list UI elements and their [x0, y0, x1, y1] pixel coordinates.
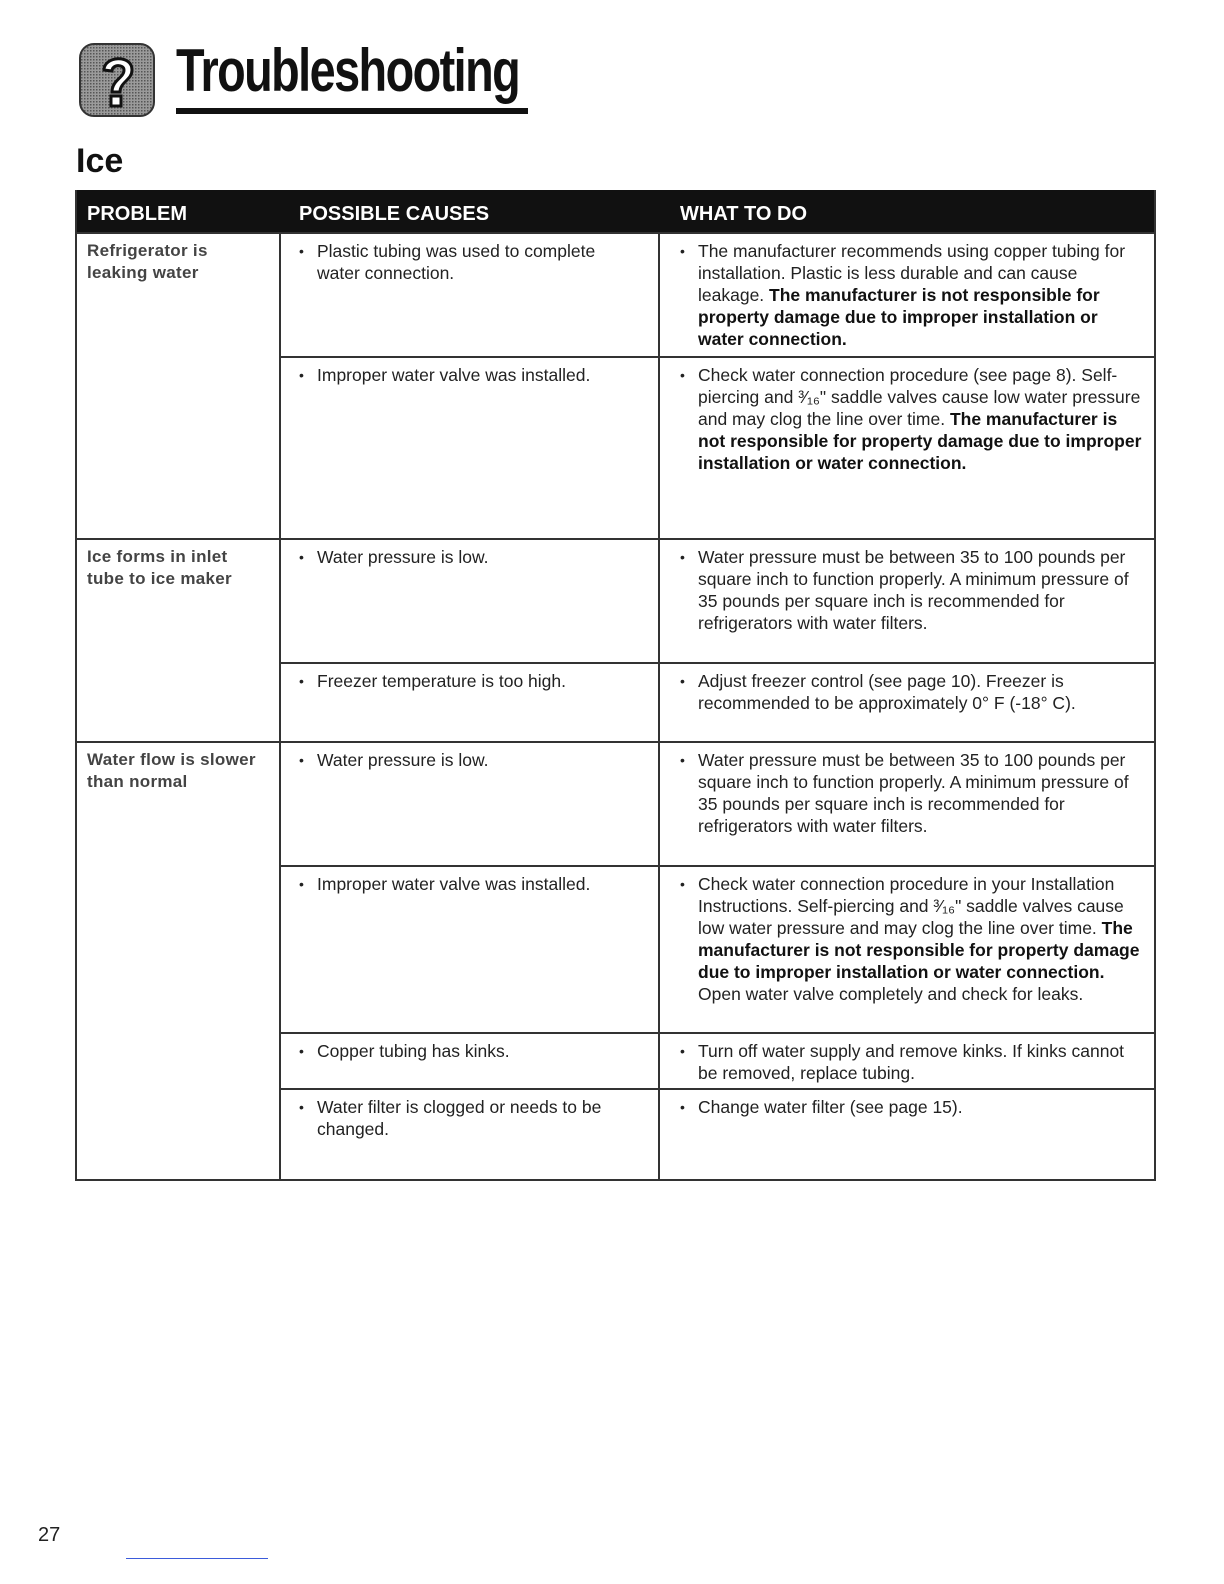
troubleshooting-table — [75, 190, 1156, 1181]
footer-divider — [126, 1558, 268, 1559]
question-mark-icon — [78, 38, 156, 120]
todo-cell: • Water pressure must be between 35 to 100 pounds per square inch to function properly. A minimum pressure of 35 pounds per square inch is recommended for refrigerators with water filters. — [660, 540, 1154, 662]
table-row — [281, 1032, 1154, 1088]
problem-label: Refrigerator is leaking water — [77, 234, 281, 538]
page-title: Troubleshooting — [176, 37, 520, 104]
todo-cell: • Check water connection procedure in your Installation Instructions. Self-piercing and ³⁄₁₆" saddle valves cause low water pressure and may clog the line over time. The manufacturer is not responsible for property damage due to improper installation or water connection. Open water valve completely and check for leaks. — [660, 867, 1154, 1032]
todo-cell: • Adjust freezer control (see page 10). Freezer is recommended to be approximately 0° F (-18° C). — [660, 664, 1154, 741]
page-number: 27 — [38, 1524, 61, 1546]
todo-cell: • Change water filter (see page 15). — [660, 1090, 1154, 1179]
problem-label: Water flow is slower than normal — [77, 743, 281, 1179]
table-header — [77, 190, 1154, 232]
section-title: Ice — [76, 142, 124, 180]
header-causes: POSSIBLE CAUSES — [299, 202, 490, 225]
problem-group — [77, 538, 1154, 741]
table-row — [281, 1088, 1154, 1179]
problem-group — [77, 232, 1154, 538]
cause-cell: • Water filter is clogged or needs to be changed. — [281, 1090, 660, 1179]
todo-cell: • Check water connection procedure (see page 8). Self-piercing and ³⁄₁₆" saddle valves cause low water pressure and may clog the line over time. The manufacturer is not responsible for property damage due to improper installation or water connection. — [660, 358, 1154, 538]
header-problem: PROBLEM — [87, 202, 187, 225]
table-row — [281, 865, 1154, 1032]
table-row — [281, 743, 1154, 865]
cause-cell: • Improper water valve was installed. — [281, 867, 660, 1032]
cause-cell: • Water pressure is low. — [281, 743, 660, 865]
problem-label: Ice forms in inlet tube to ice maker — [77, 540, 281, 741]
todo-cell: • The manufacturer recommends using copper tubing for installation. Plastic is less durable and can cause leakage. The manufacturer is not responsible for property damage due to improper installation or water connection. — [660, 234, 1154, 356]
table-row — [281, 234, 1154, 356]
cause-cell: • Copper tubing has kinks. — [281, 1034, 660, 1090]
todo-cell: • Water pressure must be between 35 to 100 pounds per square inch to function properly. A minimum pressure of 35 pounds per square inch is recommended for refrigerators with water filters. — [660, 743, 1154, 865]
problem-group — [77, 741, 1154, 1179]
todo-cell: • Turn off water supply and remove kinks. If kinks cannot be removed, replace tubing. — [660, 1034, 1154, 1090]
cause-cell: • Plastic tubing was used to complete water connection. — [281, 234, 660, 356]
cause-cell: • Freezer temperature is too high. — [281, 664, 660, 741]
cause-cell: • Improper water valve was installed. — [281, 358, 660, 538]
page-header — [78, 38, 616, 122]
table-row — [281, 662, 1154, 741]
table-row — [281, 356, 1154, 538]
title-underline — [176, 108, 528, 114]
cause-cell: • Water pressure is low. — [281, 540, 660, 662]
header-what-to-do: WHAT TO DO — [680, 202, 808, 225]
table-row — [281, 540, 1154, 662]
